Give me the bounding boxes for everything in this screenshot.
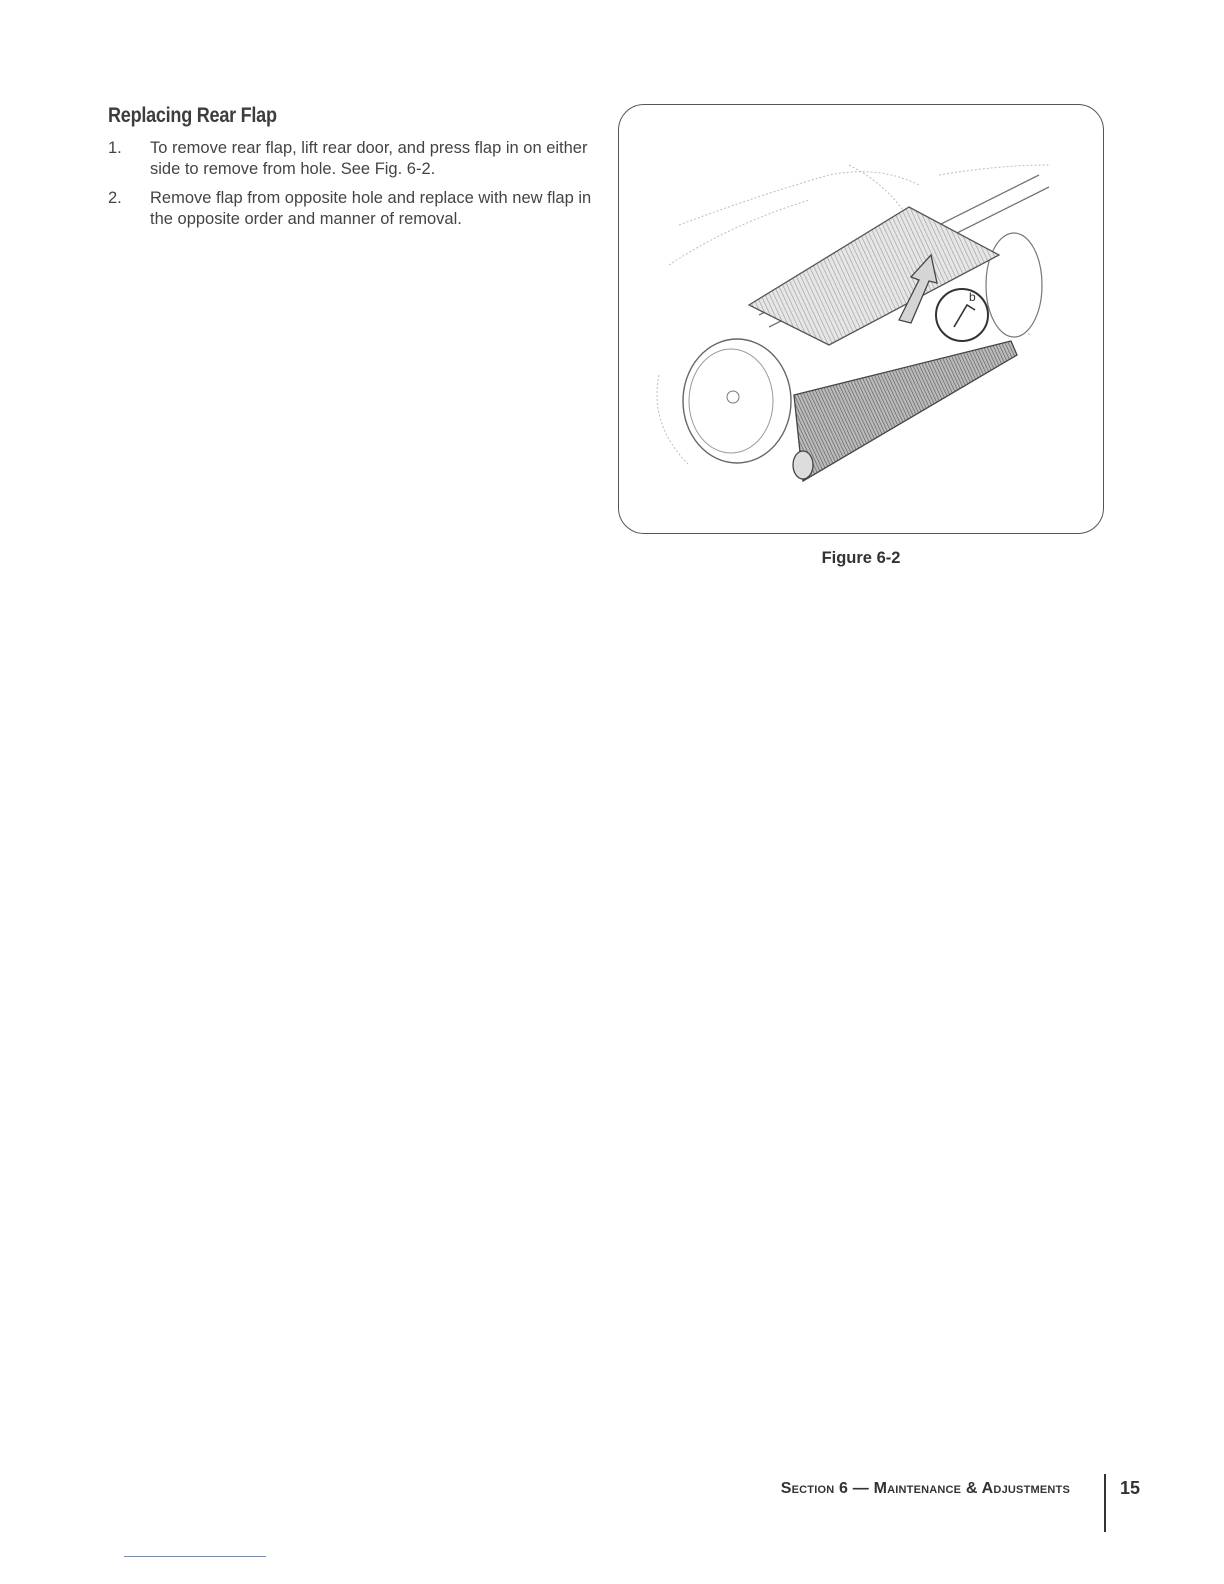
footer-section-label: Section 6 — Maintenance & Adjustments (780, 1480, 1070, 1497)
step-number: 2. (108, 189, 122, 207)
step-number: 1. (108, 139, 122, 157)
step-text: Remove flap from opposite hole and replace with new flap in the opposite order and manner of removal. (150, 189, 592, 228)
mower-rear-flap-illustration (619, 105, 1104, 534)
instruction-step (108, 138, 598, 180)
footer-divider (1104, 1474, 1106, 1532)
rear-flap (793, 341, 1017, 481)
bottom-link-line (124, 1556, 266, 1557)
instruction-step (108, 188, 598, 230)
page-number: 15 (1120, 1478, 1141, 1498)
figure-caption: Figure 6-2 (821, 549, 901, 567)
figure-frame (618, 104, 1104, 534)
instruction-list (108, 138, 598, 238)
left-wheel (683, 339, 791, 463)
step-text: To remove rear flap, lift rear door, and press flap in on either side to remove from hole. See Fig. 6-2. (150, 139, 588, 178)
callout-letter: b (969, 290, 976, 304)
section-heading: Replacing Rear Flap (108, 104, 277, 127)
right-wheel (986, 233, 1042, 337)
callout-circle (936, 289, 988, 341)
